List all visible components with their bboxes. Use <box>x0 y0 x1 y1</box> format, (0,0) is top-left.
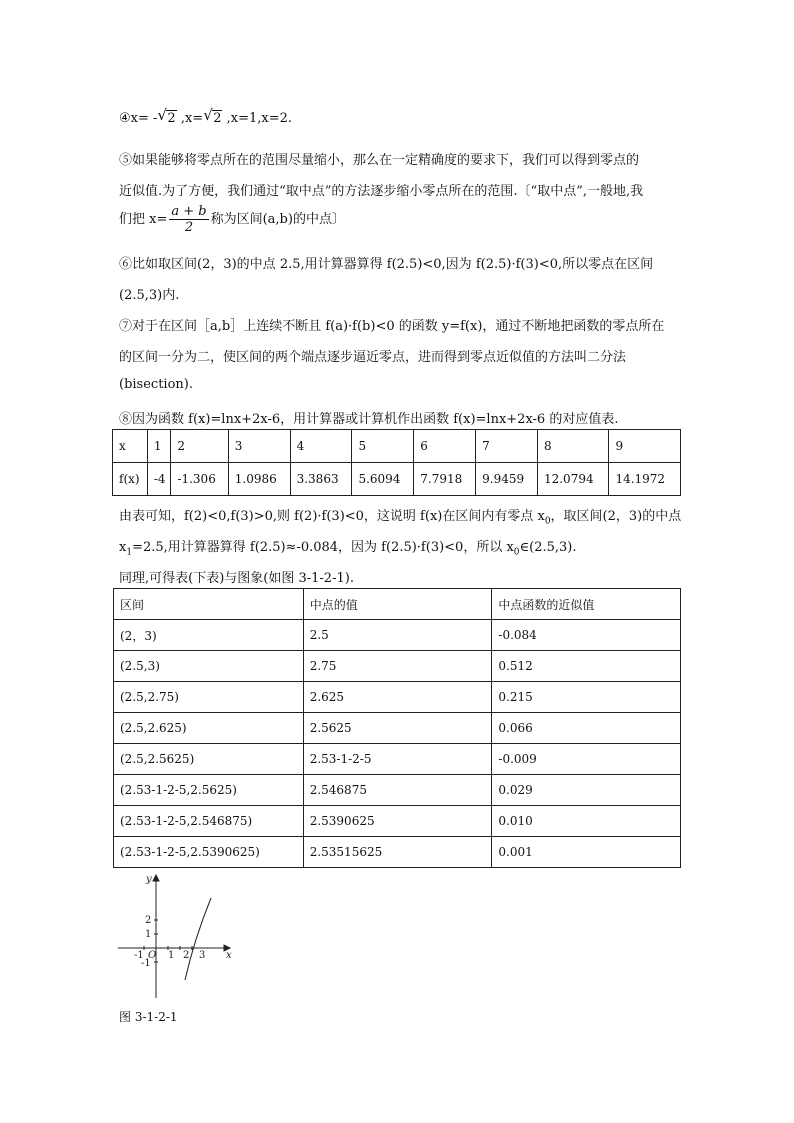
table-cell: -4 <box>147 463 171 496</box>
text-run: x <box>119 540 127 555</box>
origin-label: O <box>148 950 157 961</box>
table-cell: 9.9459 <box>476 463 538 496</box>
sqrt-2-negative: √ 2 <box>157 106 176 126</box>
text-run: 由表可知，f(2)<0,f(3)>0,则 f(2)·f(3)<0，这说明 f(x)在区间内有零点 x <box>119 509 545 524</box>
subscript: 0 <box>513 547 520 558</box>
table-cell: 5 <box>352 430 414 463</box>
y-tick-label: -1 <box>141 958 151 969</box>
sqrt-radicand: 2 <box>167 111 176 126</box>
table-row <box>114 744 681 775</box>
y-axis-arrow-icon <box>153 875 159 881</box>
table-row <box>114 713 681 744</box>
table-cell: (2，3) <box>114 620 304 651</box>
function-curve <box>185 898 211 980</box>
paragraph-9-line-1 <box>119 505 681 527</box>
table-row <box>114 806 681 837</box>
paragraph-6-line-2: (2.5,3)内. <box>119 288 180 303</box>
bisection-table <box>113 588 681 868</box>
table-row <box>114 837 681 868</box>
table-cell: 3 <box>228 430 290 463</box>
p4-prefix: ④x= - <box>119 111 158 126</box>
sqrt-radicand: 2 <box>213 111 222 126</box>
p4-suffix: ,x=1,x=2. <box>222 111 292 126</box>
p5-line3-suffix: 称为区间(a,b)的中点〕 <box>210 212 345 227</box>
table-cell: (2.5,2.5625) <box>114 744 304 775</box>
table-cell: 2.75 <box>303 651 492 682</box>
paragraph-9-line-2 <box>119 536 577 558</box>
table-cell: 0.512 <box>492 651 681 682</box>
table-cell: 9 <box>609 430 681 463</box>
x-tick-label: 1 <box>168 950 175 961</box>
table-cell: 5.6094 <box>352 463 414 496</box>
table-row <box>114 620 681 651</box>
p5-line3-prefix: 们把 x= <box>119 212 168 227</box>
y-tick-label: 2 <box>145 915 152 926</box>
table-cell: -0.084 <box>492 620 681 651</box>
figure-caption: 图 3-1-2-1 <box>119 1010 178 1024</box>
sqrt-2-positive: √ 2 <box>203 106 222 126</box>
table-cell: 2 <box>171 430 228 463</box>
table-row <box>114 682 681 713</box>
table-cell: 8 <box>537 430 608 463</box>
paragraph-8-line-1: ⑧因为函数 f(x)=lnx+2x-6，用计算器或计算机作出函数 f(x)=lnx+2x-6 的对应值表. <box>119 412 619 427</box>
table-header-row <box>114 589 681 620</box>
table-cell: 0.029 <box>492 775 681 806</box>
table-cell: 2.5 <box>303 620 492 651</box>
table-cell: 2.53515625 <box>303 837 492 868</box>
paragraph-7-line-1: ⑦对于在区间［a,b］上连续不断且 f(a)·f(b)<0 的函数 y=f(x)，通过不断地把函数的零点所在 <box>119 319 665 334</box>
table-cell: 0.001 <box>492 837 681 868</box>
value-table <box>112 429 681 496</box>
table-header-cell: 中点函数的近似值 <box>492 589 681 620</box>
y-tick-label: 1 <box>145 929 152 940</box>
table-cell: 7.7918 <box>414 463 476 496</box>
table-cell: 1.0986 <box>228 463 290 496</box>
p4-mid: ,x= <box>176 111 204 126</box>
paragraph-7-line-2: 的区间一分为二，使区间的两个端点逐步逼近零点，进而得到零点近似值的方法叫二分法 <box>119 350 627 365</box>
table-cell: 2.546875 <box>303 775 492 806</box>
table-row <box>113 430 681 463</box>
table-cell: 0.066 <box>492 713 681 744</box>
table-cell: -1.306 <box>171 463 228 496</box>
table-row <box>114 651 681 682</box>
table-row <box>113 463 681 496</box>
table-cell: 0.215 <box>492 682 681 713</box>
x-tick-label: 2 <box>183 950 190 961</box>
table-cell: f(x) <box>113 463 148 496</box>
table-cell: 6 <box>414 430 476 463</box>
fraction-denominator: 2 <box>184 220 194 235</box>
text-run: ∈(2.5,3). <box>519 540 577 555</box>
table-cell: (2.5,2.75) <box>114 682 304 713</box>
table-cell: (2.53-1-2-5,2.5390625) <box>114 837 304 868</box>
table-cell: 2.625 <box>303 682 492 713</box>
table-header-cell: 中点的值 <box>303 589 492 620</box>
table-cell: (2.53-1-2-5,2.546875) <box>114 806 304 837</box>
table-row <box>114 775 681 806</box>
y-axis-label: y <box>146 874 152 885</box>
table-cell: x <box>113 430 148 463</box>
table-cell: 4 <box>290 430 352 463</box>
table-cell: -0.009 <box>492 744 681 775</box>
table-cell: 1 <box>147 430 171 463</box>
text-run: ，取区间(2，3)的中点 <box>550 509 682 524</box>
paragraph-5-line-1: ⑤如果能够将零点所在的范围尽量缩小，那么在一定精确度的要求下，我们可以得到零点的 <box>119 153 640 168</box>
x-tick-label: -1 <box>134 950 144 961</box>
table-header-cell: 区间 <box>114 589 304 620</box>
subscript: 1 <box>126 547 133 558</box>
paragraph-4 <box>119 106 681 126</box>
paragraph-5-line-2: 近似值.为了方便，我们通过“取中点”的方法逐步缩小零点所在的范围.〔“取中点”,一般地,我 <box>119 184 644 199</box>
paragraph-5-line-3 <box>119 204 345 235</box>
table-cell: (2.53-1-2-5,2.5625) <box>114 775 304 806</box>
table-cell: (2.5,2.625) <box>114 713 304 744</box>
paragraph-7-line-3: (bisection). <box>119 377 193 392</box>
table-cell: (2.5,3) <box>114 651 304 682</box>
function-graph <box>112 870 237 1000</box>
table-cell: 2.5390625 <box>303 806 492 837</box>
fraction-numerator: a + b <box>171 204 207 219</box>
table-cell: 7 <box>476 430 538 463</box>
table-cell: 12.0794 <box>537 463 608 496</box>
table-cell: 2.53-1-2-5 <box>303 744 492 775</box>
subscript: 0 <box>544 516 551 527</box>
text-run: =2.5,用计算器算得 f(2.5)≈-0.084，因为 f(2.5)·f(3)<0，所以 x <box>132 540 514 555</box>
table-cell: 14.1972 <box>609 463 681 496</box>
table-cell: 0.010 <box>492 806 681 837</box>
midpoint-fraction <box>169 204 208 235</box>
paragraph-9-line-3: 同理,可得表(下表)与图象(如图 3-1-2-1). <box>119 571 354 586</box>
table-cell: 3.3863 <box>290 463 352 496</box>
table-cell: 2.5625 <box>303 713 492 744</box>
x-axis-label: x <box>226 950 232 961</box>
paragraph-6-line-1: ⑥比如取区间(2，3)的中点 2.5,用计算器算得 f(2.5)<0,因为 f(2.5)·f(3)<0,所以零点在区间 <box>119 257 654 272</box>
x-tick-label: 3 <box>199 950 206 961</box>
